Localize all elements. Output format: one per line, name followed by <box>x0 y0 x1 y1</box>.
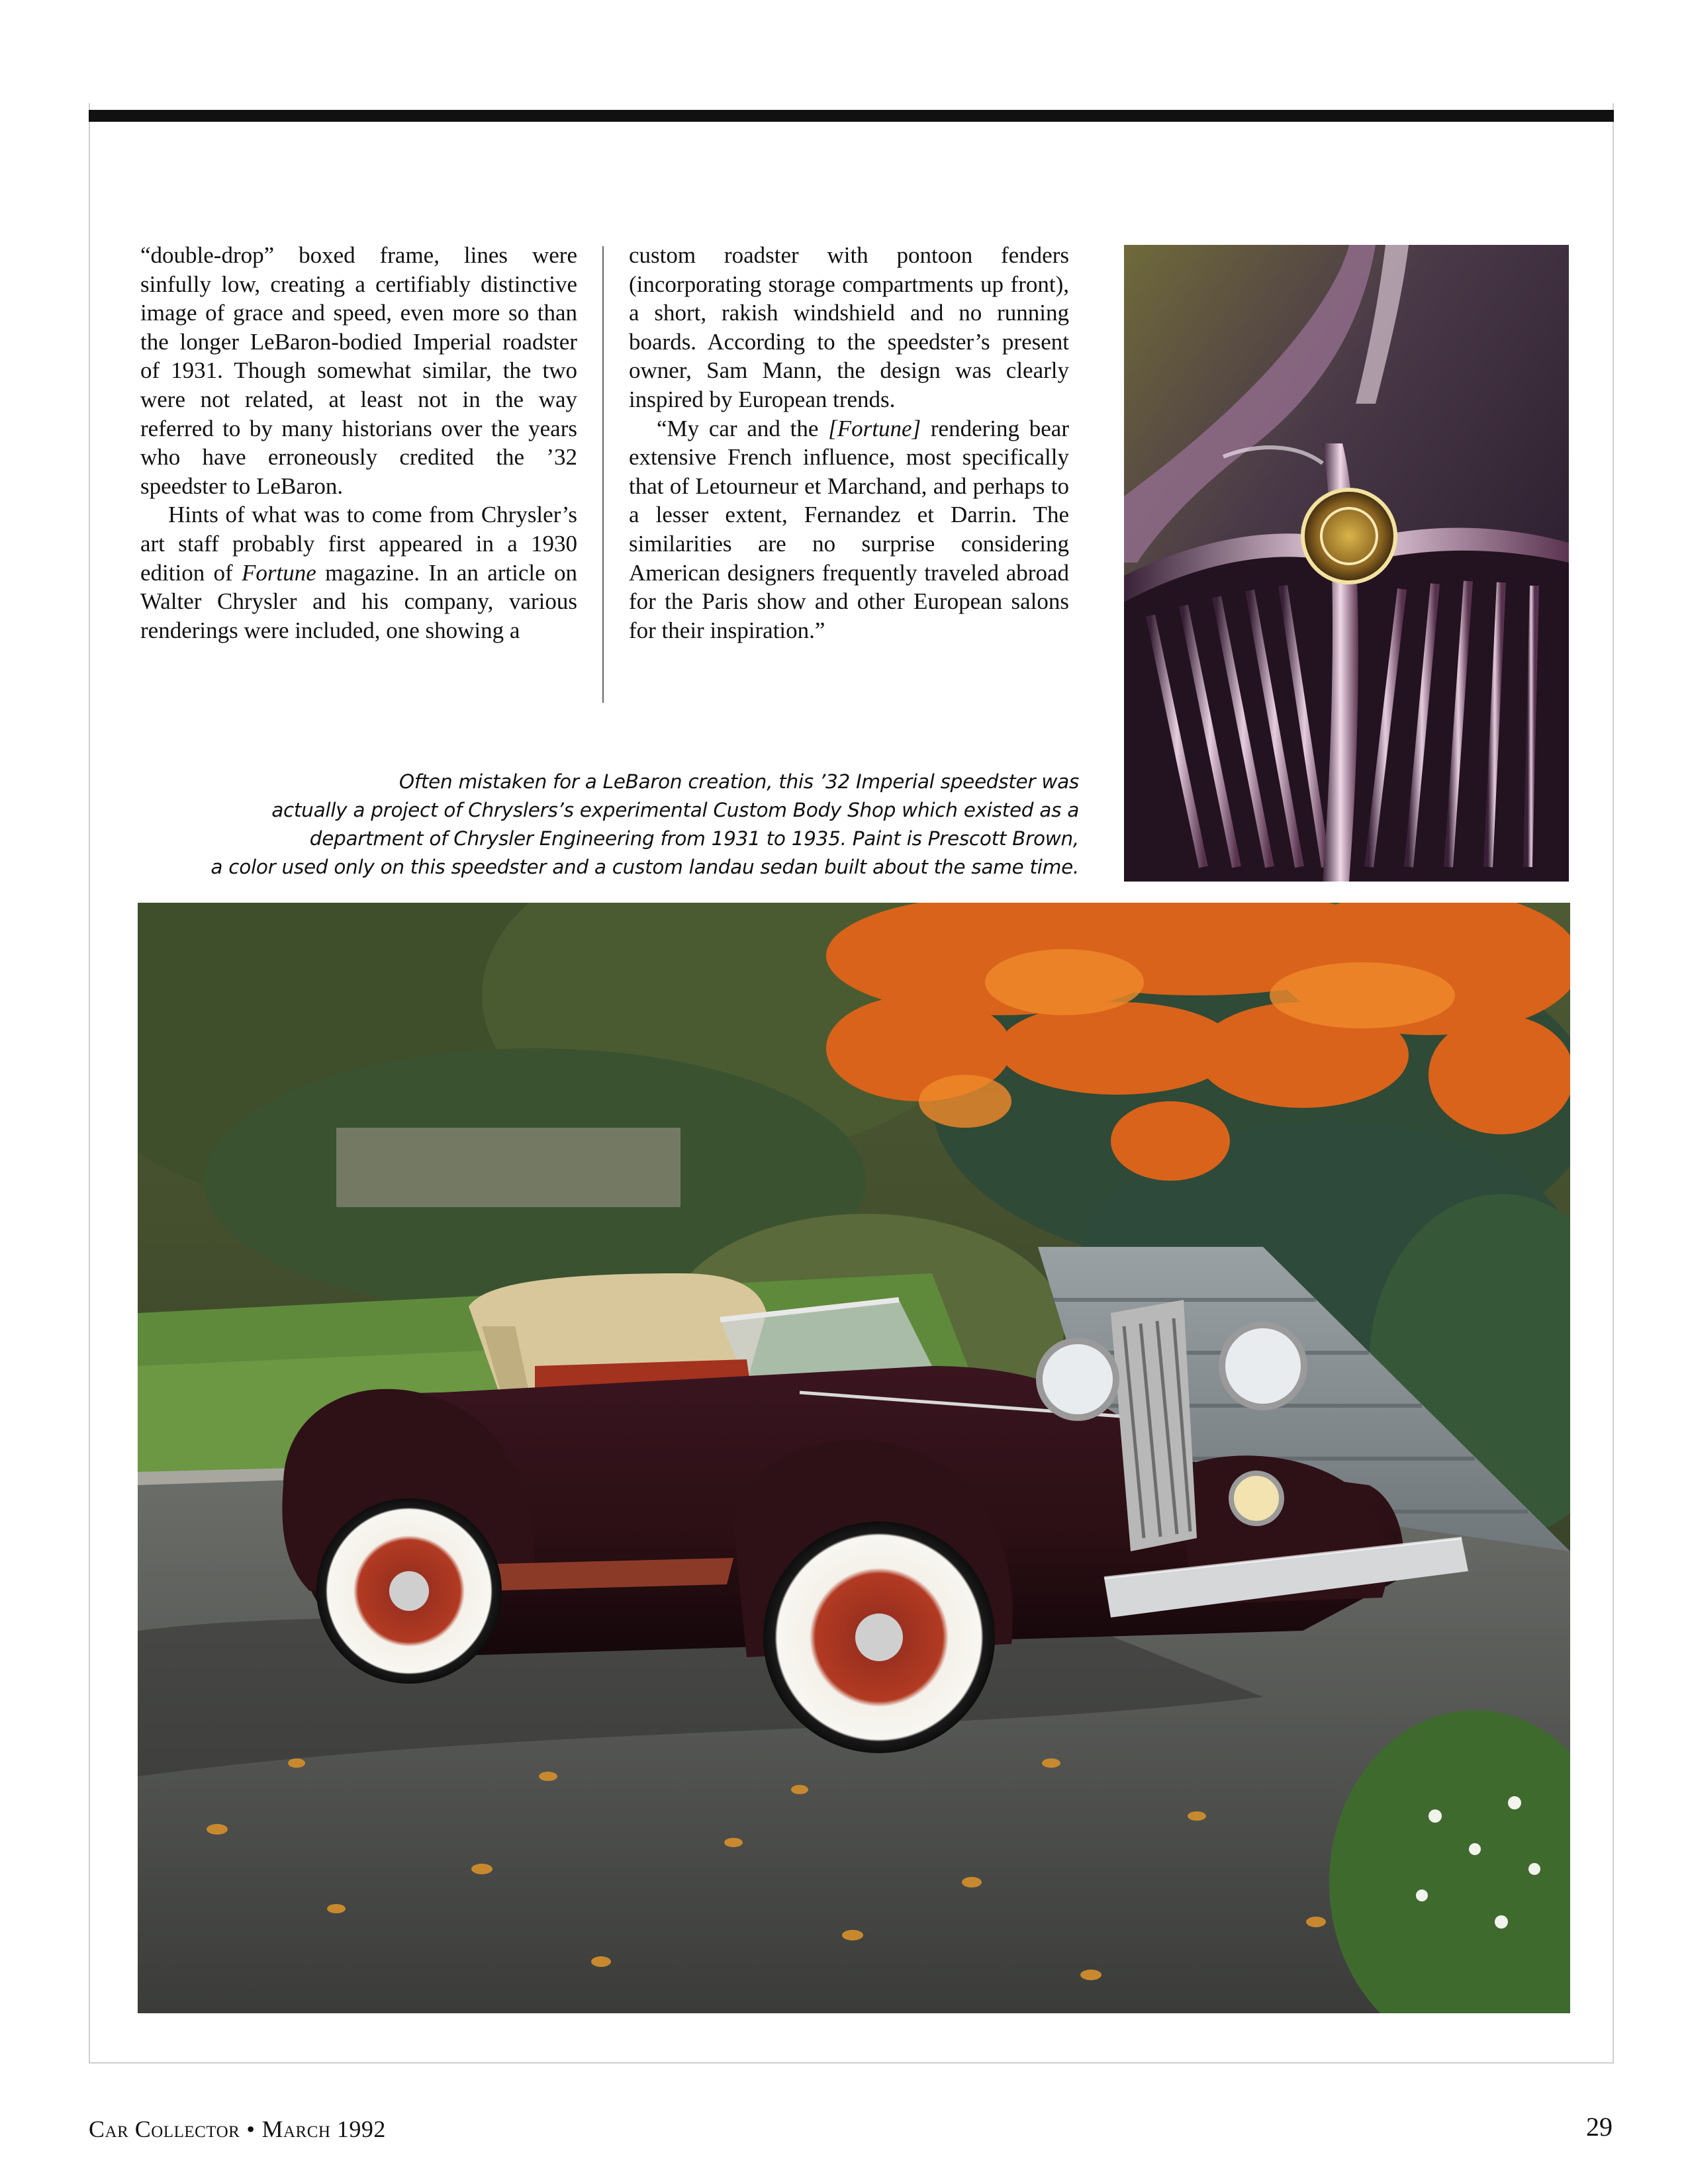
grille-closeup-illustration <box>1124 245 1569 882</box>
publication-name: Car Collector <box>89 2116 240 2142</box>
article-column-1 <box>140 241 577 645</box>
column-2-paragraph-2-text-a: “My car and the <box>657 415 829 441</box>
photo-caption <box>199 768 1079 882</box>
column-1-paragraph-2 <box>140 500 577 645</box>
speedster-photo <box>138 903 1570 2013</box>
column-2-paragraph-2-text-b: rendering bear extensive French influence, most specifically that of Letourneur et Marchand, and perhaps to a lesser extent, Fernandez et Darrin. The similarities are no surprise considering American designers frequently traveled abroad for the Paris show and other European salons for their inspiration.” <box>629 415 1069 643</box>
caption-line-2: actually a project of Chryslers’s experimental Custom Body Shop which existed as a <box>271 799 1079 821</box>
column-1-paragraph-2-text-b: magazine. In an article on Walter Chrysler and his company, various renderings were included, one showing a <box>140 559 577 643</box>
page-number: 29 <box>1586 2112 1613 2142</box>
column-1-paragraph-2-text-a: Hints of what was to come from Chrysler’s art staff probably first appeared in a 1930 edition of <box>140 502 577 586</box>
column-divider <box>602 246 604 703</box>
footer-bullet: • <box>246 2116 256 2142</box>
grille-closeup-photo <box>1124 245 1569 882</box>
header-rule <box>89 110 1614 122</box>
caption-line-3: department of Chrysler Engineering from 1931 to 1935. Paint is Prescott Brown, <box>309 827 1079 850</box>
column-1-paragraph-1: “double-drop” boxed frame, lines were sinfully low, creating a certifiably distinctive image of grace and speed, even more so than the longer LeBaron-bodied Imperial roadster of 1931. Though somewhat similar, the two were not related, at least not in the way referred to by many historians over the years who have erroneously credited the ’32 speedster to LeBaron. <box>140 242 577 499</box>
issue-date: March 1992 <box>261 2116 386 2142</box>
column-2-paragraph-1: custom roadster with pontoon fenders (incorporating storage compartments up front), a short, rakish windshield and no running boards. According to the speedster’s present owner, Sam Mann, the design was clearly inspired by European trends. <box>629 242 1069 412</box>
speedster-illustration <box>138 903 1570 2013</box>
column-2-paragraph-2 <box>629 414 1069 645</box>
footer-publication <box>89 2115 386 2143</box>
caption-line-4: a color used only on this speedster and a custom landau sedan built about the same time. <box>211 856 1079 878</box>
fortune-bracket-title: [Fortune] <box>828 415 921 441</box>
caption-line-1: Often mistaken for a LeBaron creation, this ’32 Imperial speedster was <box>399 770 1079 793</box>
fortune-title: Fortune <box>242 559 316 586</box>
article-column-2 <box>629 241 1069 645</box>
